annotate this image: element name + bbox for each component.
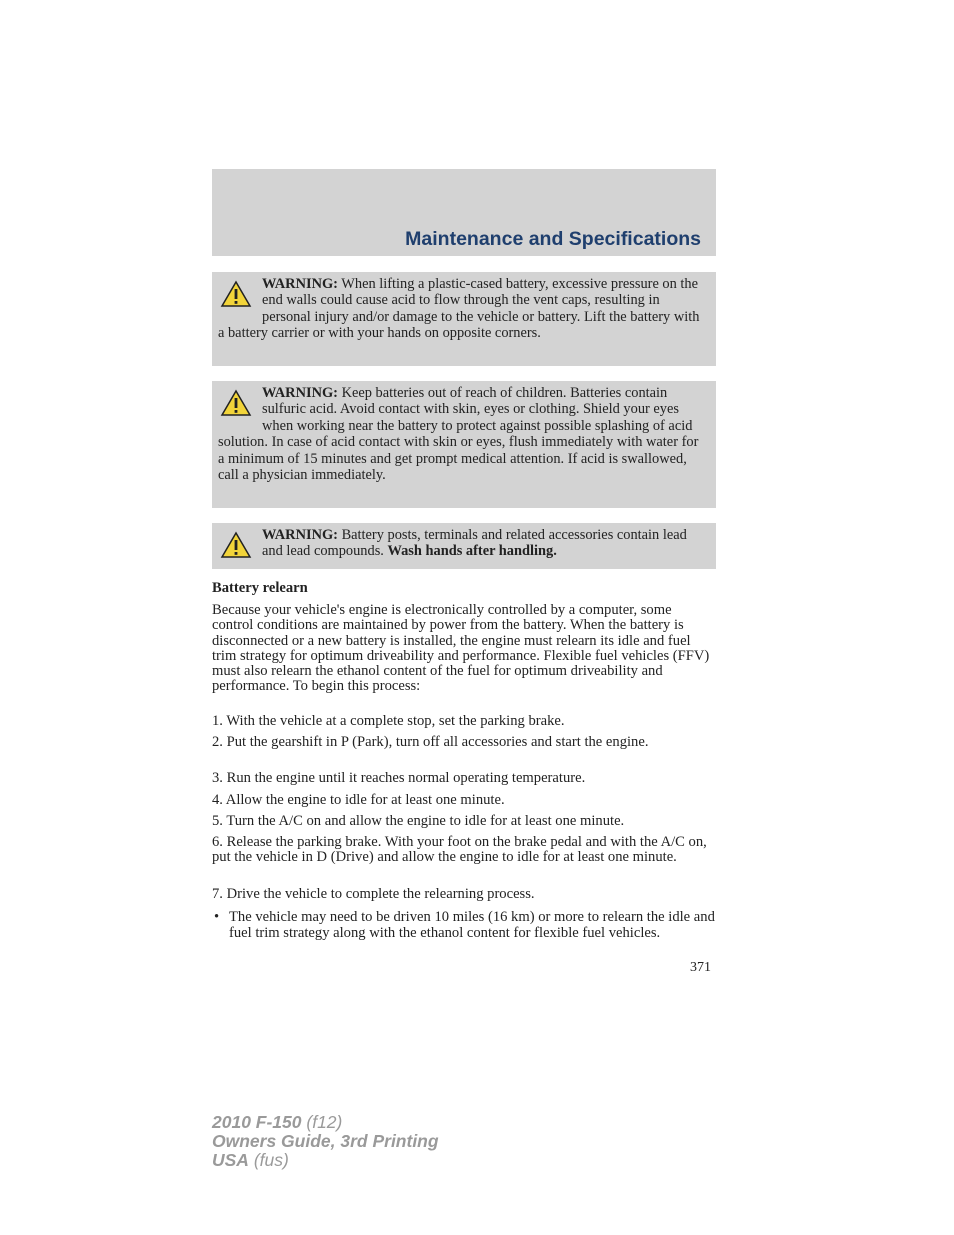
step-item: 4. Allow the engine to idle for at least one minute. <box>212 792 505 808</box>
warning-label: WARNING: <box>262 527 338 543</box>
warning-label: WARNING: <box>262 385 338 401</box>
footer-market: USA <box>212 1150 249 1170</box>
page-number: 371 <box>690 960 711 975</box>
warning-text: Battery posts, terminals and related accessories contain lead and lead compounds. <box>262 527 687 560</box>
step-item: 6. Release the parking brake. With your foot on the brake pedal and with the A/C on, put the vehicle in D (Drive) and allow the engine to idle for at least one minute. <box>212 834 707 866</box>
document-footer <box>212 1113 439 1170</box>
step-item: 3. Run the engine until it reaches normal operating temperature. <box>212 770 586 786</box>
warning-label: WARNING: <box>262 276 338 292</box>
warning-triangle-icon <box>220 280 252 308</box>
warning-triangle-icon <box>220 389 252 417</box>
bullet-dot-icon: • <box>214 909 220 925</box>
footer-model: 2010 F-150 <box>212 1112 302 1132</box>
warning-bold-tail: Wash hands after handling. <box>387 543 557 560</box>
warning-text: When lifting a plastic-cased battery, excessive pressure on the end walls could cause acid to flow through the vent caps, resulting in personal injury and/or damage to the vehicle or battery. Lift the battery with a battery carrier or with your hands on opposite corners. <box>218 276 700 342</box>
step-item: 1. With the vehicle at a complete stop, set the parking brake. <box>212 713 565 729</box>
warning-box-lead <box>212 523 716 569</box>
intro-paragraph: Because your vehicle's engine is electronically controlled by a computer, some control conditions are maintained by power from the battery. When the battery is disconnected or a new battery is installed, the engine must relearn its idle and fuel trim strategy for optimum driveability and performance. Flexible fuel vehicles (FFV) must also relearn the ethanol content of the fuel for optimum driveability and performance. To begin this process: <box>212 602 710 695</box>
warning-box-acid-lifting <box>212 272 716 366</box>
section-title: Maintenance and Specifications <box>405 228 701 250</box>
footer-code: (f12) <box>301 1112 343 1132</box>
step-item: 5. Turn the A/C on and allow the engine to idle for at least one minute. <box>212 813 625 829</box>
step-item: 2. Put the gearshift in P (Park), turn off all accessories and start the engine. <box>212 734 649 750</box>
bullet-text: The vehicle may need to be driven 10 miles (16 km) or more to relearn the idle and fuel trim strategy along with the ethanol content for flexible fuel vehicles. <box>229 909 715 941</box>
footer-guide: Owners Guide, 3rd Printing <box>212 1131 439 1151</box>
step-item: 7. Drive the vehicle to complete the relearning process. <box>212 886 535 902</box>
warning-box-children <box>212 381 716 508</box>
footer-market-code: (fus) <box>248 1150 289 1170</box>
warning-text: Keep batteries out of reach of children. Batteries contain sulfuric acid. Avoid contact with skin, eyes or clothing. Shield your eyes when working near the battery to protect against possible splashing of acid solution. In case of acid contact with skin or eyes, flush immediately with water for a minimum of 15 minutes and get prompt medical attention. If acid is swallowed, call a physician immediately. <box>218 385 699 484</box>
section-header-band <box>212 169 716 256</box>
warning-triangle-icon <box>220 531 252 559</box>
bullet-item <box>212 909 716 941</box>
subsection-heading: Battery relearn <box>212 580 308 596</box>
